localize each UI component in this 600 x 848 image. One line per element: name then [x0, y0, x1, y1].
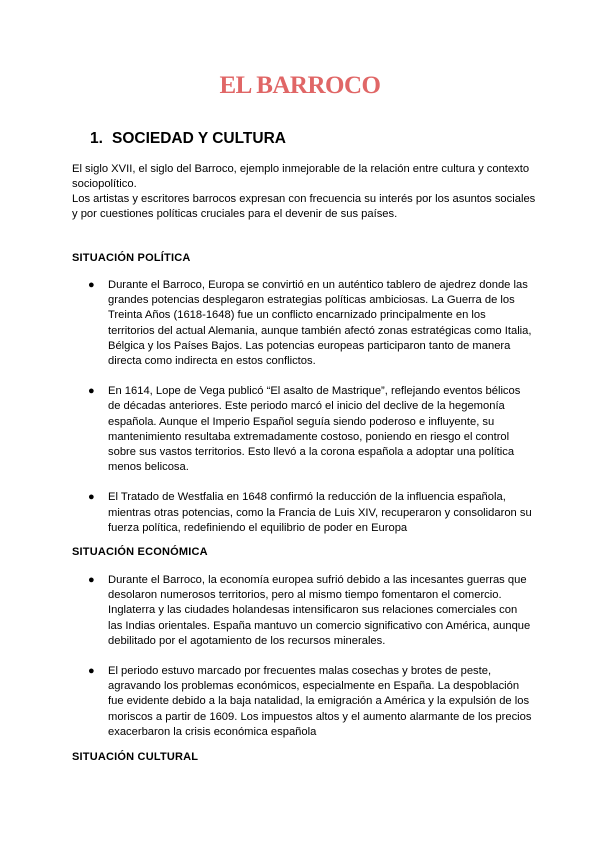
list-item — [72, 573, 534, 649]
section-heading-text: SOCIEDAD Y CULTURA — [112, 130, 286, 147]
bullet-icon: ● — [88, 574, 95, 586]
intro-line: El siglo XVII, el siglo del Barroco, ejemplo inmejorable de la relación entre cultura y contexto sociopolítico. — [72, 163, 530, 190]
bullet-icon: ● — [88, 385, 95, 398]
section-number: 1. — [90, 130, 103, 147]
list-item — [72, 490, 534, 536]
bullet-text: El periodo estuvo marcado por frecuentes malas cosechas y brotes de peste, agravando los problemas económicos, especialmente en España. La despoblación fue evidente debido a la baja natalidad, la emigración a América y la expulsión de los moriscos a partir de 1609. Los impuestos altos y el aumento alarmante de los precios exacerbaron la crisis económica española — [108, 665, 532, 738]
politica-bullet-list — [72, 278, 534, 536]
bullet-icon: ● — [88, 491, 95, 504]
heading-situacion-cultural: SITUACIÓN CULTURAL — [72, 751, 199, 763]
bullet-text: El Tratado de Westfalia en 1648 confirmó la reducción de la influencia española, mientras otras potencias, como la Francia de Luis XIV, recuperaron y consolidaron su fuerza política, redefiniendo el equilibrio de poder en Europa — [108, 491, 532, 534]
bullet-text: Durante el Barroco, Europa se convirtió en un auténtico tablero de ajedrez donde las grandes potencias desplegaron estrategias políticas ambiciosas. La Guerra de los Treinta Años (1618-1648) fue un conflicto encarnizado principalmente en los territorios del actual Alemania, aunque también afectó zonas estratégicas como Italia, Bélgica y los Países Bajos. Las potencias europeas participaron tanto de manera directa como indirecta en estos conflictos. — [108, 279, 532, 368]
list-item — [72, 664, 534, 740]
page-title: EL BARROCO — [219, 72, 381, 99]
section-heading-sociedad — [90, 130, 286, 148]
bullet-icon: ● — [88, 279, 95, 291]
list-item — [72, 384, 534, 475]
heading-situacion-politica: SITUACIÓN POLÍTICA — [72, 252, 191, 264]
bullet-text: En 1614, Lope de Vega publicó “El asalto de Mastrique”, reflejando eventos bélicos de décadas anteriores. Este periodo marcó el inicio del declive de la hegemonía española. Aunque el Imperio Español seguía siendo poderoso e influyente, su mantenimiento resultaba extremadamente costoso, poniendo en riesgo el control sobre sus vastos territorios. Esto llevó a la corona española a adoptar una política menos belicosa. — [108, 385, 521, 474]
heading-situacion-economica: SITUACIÓN ECONÓMICA — [72, 546, 208, 558]
intro-paragraph — [72, 162, 542, 222]
intro-line: Los artistas y escritores barrocos expresan con frecuencia su interés por los asuntos sociales y por cuestiones políticas cruciales para el devenir de sus países. — [72, 193, 536, 220]
economica-bullet-list — [72, 573, 534, 740]
bullet-text: Durante el Barroco, la economía europea sufrió debido a las incesantes guerras que desolaron numerosos territorios, pero al mismo tiempo fomentaron el comercio. Inglaterra y las ciudades holandesas intensificaron sus relaciones comerciales con las Indias orientales. España mantuvo un comercio significativo con América, aunque debilitado por el agotamiento de los recursos minerales. — [108, 574, 531, 647]
list-item — [72, 278, 534, 369]
bullet-icon: ● — [88, 665, 95, 678]
